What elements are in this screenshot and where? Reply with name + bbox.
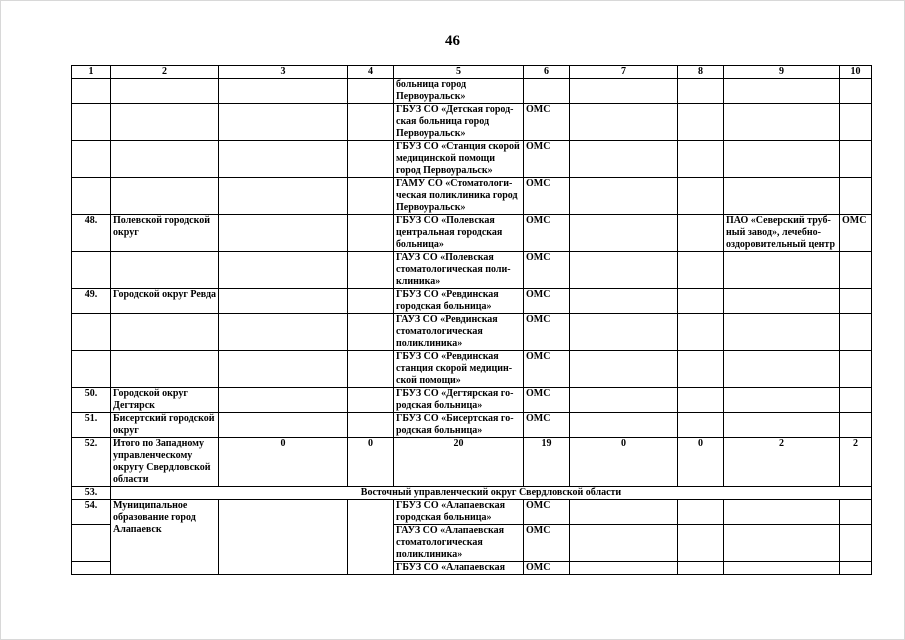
column-number: 2 <box>111 66 219 79</box>
total-value: 2 <box>840 438 872 487</box>
total-value: 0 <box>678 438 724 487</box>
total-value: 0 <box>570 438 678 487</box>
facilities-table <box>71 65 872 575</box>
row-number: 50. <box>72 388 111 413</box>
table-row <box>72 351 872 388</box>
row-number: 48. <box>72 215 111 252</box>
total-value: 0 <box>219 438 348 487</box>
organization-name: ГБУЗ СО «Станция скорой медицинской помощи город Первоуральск» <box>394 141 524 178</box>
funding-type: ОМС <box>524 525 570 562</box>
table-row <box>72 252 872 289</box>
page-number: 46 <box>445 33 460 49</box>
total-value: 20 <box>394 438 524 487</box>
total-value: 0 <box>348 438 394 487</box>
table-row <box>72 104 872 141</box>
organization-name: ГАМУ СО «Стоматологи-ческая поликлиника город Первоуральск» <box>394 178 524 215</box>
column-number: 9 <box>724 66 840 79</box>
column-number: 3 <box>219 66 348 79</box>
column-number: 7 <box>570 66 678 79</box>
organization-name: ГБУЗ СО «Ревдинская станция скорой медицин-ской помощи» <box>394 351 524 388</box>
organization-name: ГБУЗ СО «Детская город-ская больница город Первоуральск» <box>394 104 524 141</box>
organization-name: ГБУЗ СО «Алапаевская городская больница» <box>394 500 524 525</box>
organization-name: ГАУЗ СО «Алапаевская стоматологическая поликлиника» <box>394 525 524 562</box>
column-number-row <box>72 66 872 79</box>
column-number: 5 <box>394 66 524 79</box>
totals-row <box>72 438 872 487</box>
municipality: Полевской городской округ <box>111 215 219 252</box>
table-row <box>72 413 872 438</box>
organization-name: ГБУЗ СО «Ревдинская городская больница» <box>394 289 524 314</box>
table-row <box>72 314 872 351</box>
column-number: 6 <box>524 66 570 79</box>
funding-type: ОМС <box>524 104 570 141</box>
funding-type: ОМС <box>524 141 570 178</box>
table-row <box>72 141 872 178</box>
organization-name: ГАУЗ СО «Полевская стоматологическая поли-клиника» <box>394 252 524 289</box>
funding-type: ОМС <box>524 413 570 438</box>
total-value: 2 <box>724 438 840 487</box>
column-number: 8 <box>678 66 724 79</box>
organization-name: ГБУЗ СО «Полевская центральная городская больница» <box>394 215 524 252</box>
funding-type: ОМС <box>524 178 570 215</box>
column-number: 10 <box>840 66 872 79</box>
municipality: Городской округ Ревда <box>111 289 219 314</box>
organization-name: ГБУЗ СО «Бисертская го-родская больница» <box>394 413 524 438</box>
total-value: 19 <box>524 438 570 487</box>
funding-type: ОМС <box>524 314 570 351</box>
funding-type: ОМС <box>524 500 570 525</box>
organization-name: ГАУЗ СО «Ревдинская стоматологическая поликлиника» <box>394 314 524 351</box>
region-title: Восточный управленческий округ Свердловской области <box>111 487 872 500</box>
funding-type: ОМС <box>840 215 872 252</box>
municipality: Городской округ Дегтярск <box>111 388 219 413</box>
municipality <box>111 79 219 104</box>
funding-type: ОМС <box>524 252 570 289</box>
row-number: 51. <box>72 413 111 438</box>
row-number: 52. <box>72 438 111 487</box>
table-row <box>72 178 872 215</box>
other-organization: ПАО «Северский труб-ный завод», лечебно-оздоровительный центр <box>724 215 840 252</box>
organization-name: ГБУЗ СО «Дегтярская го-родская больница» <box>394 388 524 413</box>
municipality: Бисертский городской округ <box>111 413 219 438</box>
funding-type: ОМС <box>524 388 570 413</box>
municipality: Муниципальное образование город Алапаевск <box>111 500 219 575</box>
table-row <box>72 289 872 314</box>
totals-label: Итого по Западному управленческому округу Свердловской области <box>111 438 219 487</box>
organization-name: больница город Первоуральск» <box>394 79 524 104</box>
region-row <box>72 487 872 500</box>
funding-type: ОМС <box>524 215 570 252</box>
table-row <box>72 388 872 413</box>
column-number: 4 <box>348 66 394 79</box>
funding-type: ОМС <box>524 351 570 388</box>
funding-type: ОМС <box>524 562 570 575</box>
table-row <box>72 500 872 525</box>
row-number: 49. <box>72 289 111 314</box>
column-number: 1 <box>72 66 111 79</box>
table-row <box>72 79 872 104</box>
organization-name: ГБУЗ СО «Алапаевская <box>394 562 524 575</box>
funding-type: ОМС <box>524 289 570 314</box>
table-row <box>72 215 872 252</box>
row-number <box>72 79 111 104</box>
row-number: 54. <box>72 500 111 525</box>
row-number: 53. <box>72 487 111 500</box>
